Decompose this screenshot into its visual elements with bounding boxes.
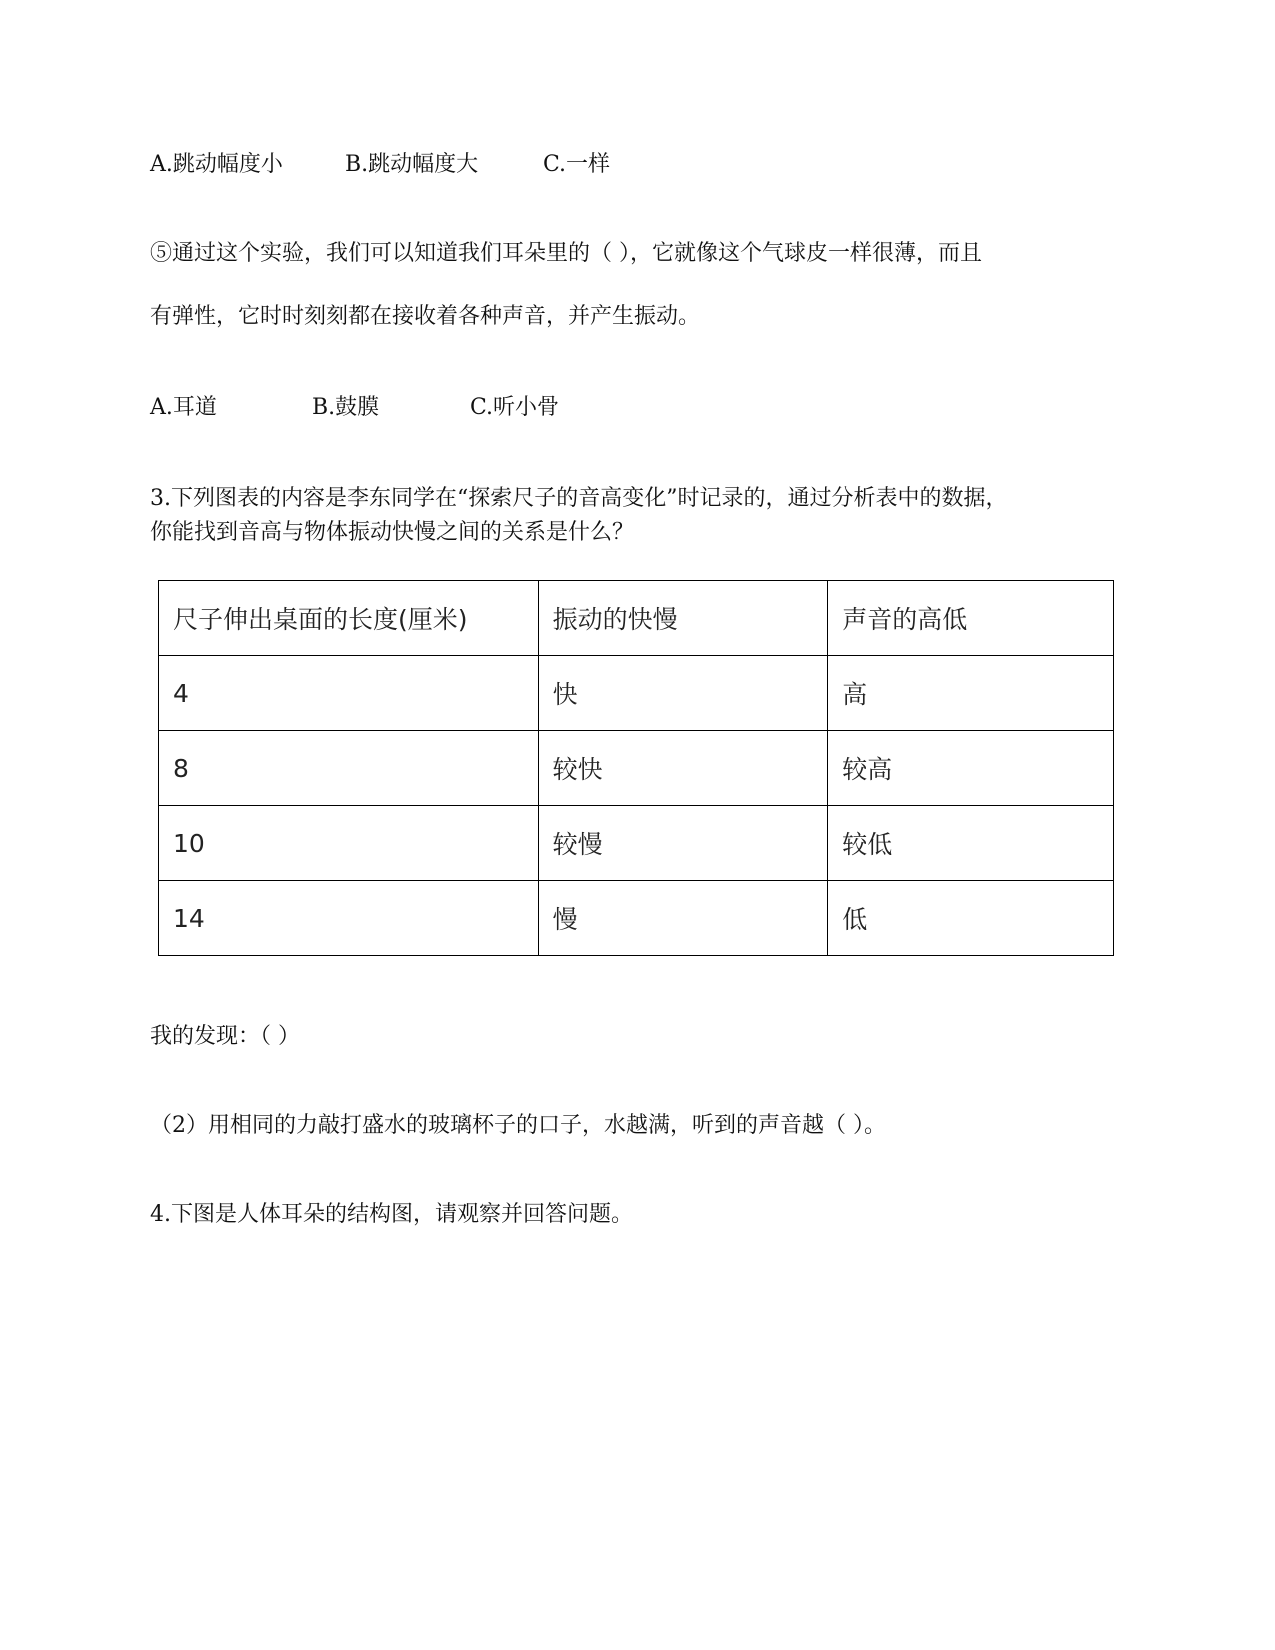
- table-cell: 低: [828, 881, 1114, 956]
- q5-text-line1: ⑤通过这个实验，我们可以知道我们耳朵里的（ ），它就像这个气球皮一样很薄，而且: [150, 241, 982, 266]
- table-cell: 较慢: [538, 806, 828, 881]
- table-row: [159, 656, 1114, 731]
- table-cell: 14: [159, 881, 539, 956]
- option-c: C.一样: [543, 152, 611, 177]
- discovery-line: 我的发现：（ ）: [150, 1024, 300, 1049]
- question3-line2: 你能找到音高与物体振动快慢之间的关系是什么？: [150, 520, 635, 545]
- table-cell: 较低: [828, 806, 1114, 881]
- table-row: [159, 731, 1114, 806]
- table-cell: 慢: [538, 881, 828, 956]
- ruler-pitch-table: [158, 580, 1114, 956]
- question3-line1: 3.下列图表的内容是李东同学在“探索尺子的音高变化”时记录的，通过分析表中的数据，: [150, 486, 1008, 511]
- table-cell: 较高: [828, 731, 1114, 806]
- table-cell: 快: [538, 656, 828, 731]
- option-a: A.耳道: [150, 395, 217, 420]
- table-cell: 8: [159, 731, 539, 806]
- table-header-cell: 振动的快慢: [538, 581, 828, 656]
- sub-question-2: （2）用相同的力敲打盛水的玻璃杯子的口子，水越满，听到的声音越（ ）。: [150, 1113, 886, 1138]
- table-header-cell: 尺子伸出桌面的长度(厘米): [159, 581, 539, 656]
- option-c: C.听小骨: [470, 395, 560, 420]
- table-header-row: [159, 581, 1114, 656]
- table-header-cell: 声音的高低: [828, 581, 1114, 656]
- table-cell: 4: [159, 656, 539, 731]
- q5-text-line2: 有弹性，它时时刻刻都在接收着各种声音，并产生振动。: [150, 304, 701, 329]
- option-b: B.鼓膜: [312, 395, 380, 420]
- table-cell: 高: [828, 656, 1114, 731]
- table-cell: 10: [159, 806, 539, 881]
- table-row: [159, 881, 1114, 956]
- table-row: [159, 806, 1114, 881]
- option-b: B.跳动幅度大: [345, 152, 479, 177]
- option-a: A.跳动幅度小: [150, 152, 283, 177]
- question4: 4.下图是人体耳朵的结构图，请观察并回答问题。: [150, 1202, 633, 1227]
- table-cell: 较快: [538, 731, 828, 806]
